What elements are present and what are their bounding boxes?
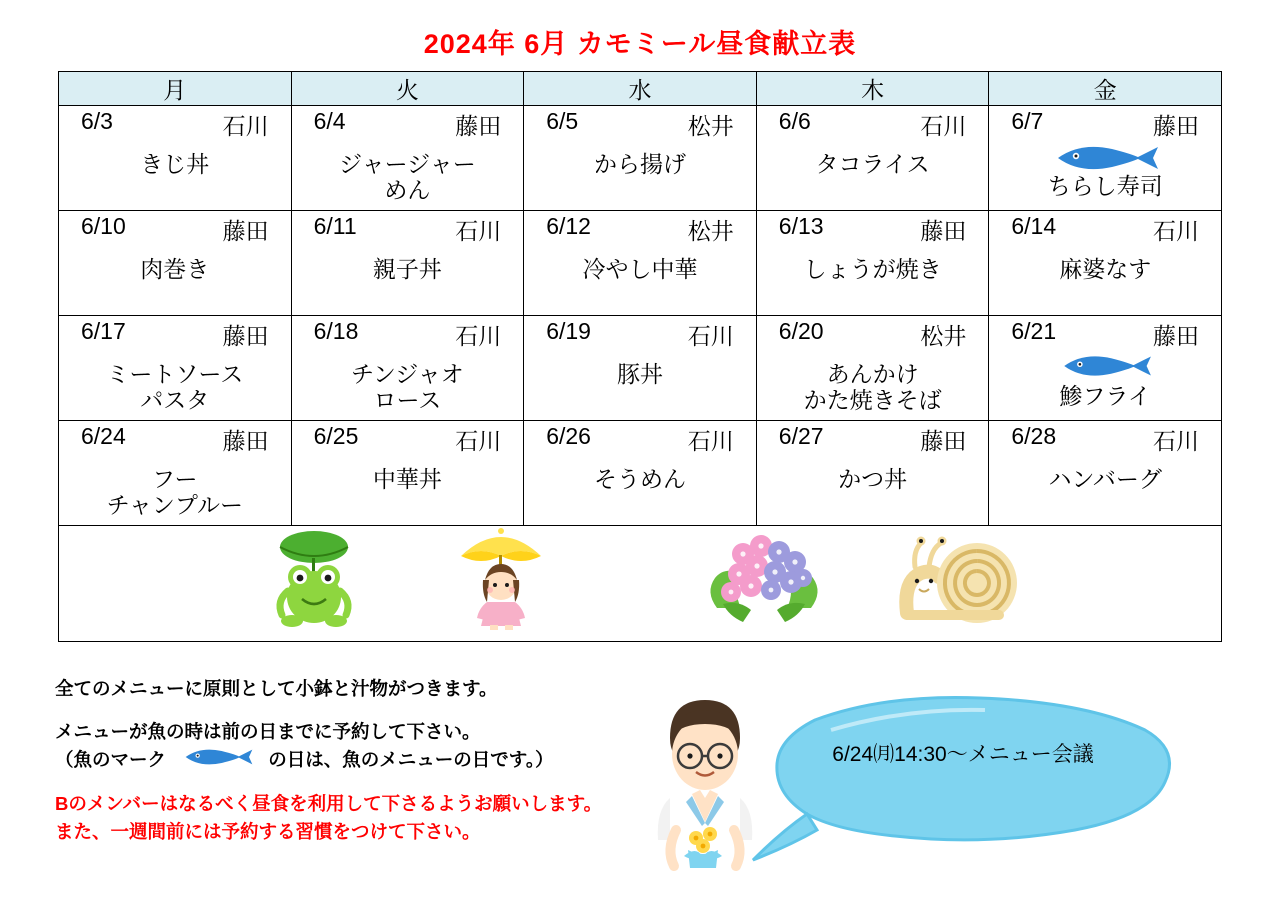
cell-staff: 石川 xyxy=(455,428,502,454)
cell-menu: しょうが焼き xyxy=(803,256,942,282)
cell-date: 6/21 xyxy=(1011,318,1057,344)
cell-date: 6/12 xyxy=(546,213,591,239)
cell-menu: そうめん xyxy=(593,466,686,492)
cell-menu: 麻婆なす xyxy=(1059,256,1152,282)
cell-header xyxy=(524,421,756,456)
cell-staff: 藤田 xyxy=(1153,323,1199,349)
cell-menu: 豚丼 xyxy=(616,361,663,387)
cell-menu: 冷やし中華 xyxy=(582,256,698,282)
table-row xyxy=(59,106,1222,211)
day-header-wed: 水 xyxy=(524,72,757,106)
note-line-5: また、一週間前には予約する習慣をつけて下さい。 xyxy=(55,821,481,843)
cell-header xyxy=(989,421,1221,456)
hydrangea-flower-icon xyxy=(699,522,829,637)
menu-cell xyxy=(756,316,989,421)
menu-table xyxy=(58,71,1222,642)
cell-date: 6/14 xyxy=(1011,213,1057,239)
note-line-3 xyxy=(55,746,602,775)
cell-header xyxy=(524,316,756,351)
cell-date: 6/25 xyxy=(313,423,359,449)
cell-date: 6/19 xyxy=(546,318,591,344)
cell-staff: 石川 xyxy=(455,323,502,349)
cell-staff: 藤田 xyxy=(920,218,967,244)
cell-staff: 石川 xyxy=(687,428,734,454)
cell-header xyxy=(757,421,989,456)
cell-header xyxy=(59,211,291,246)
menu-cell xyxy=(291,106,524,211)
cell-staff: 石川 xyxy=(920,113,967,139)
cell-menu: 鯵フライ xyxy=(1059,383,1151,409)
cell-header xyxy=(757,211,989,246)
menu-cell xyxy=(989,211,1222,316)
cell-date: 6/20 xyxy=(778,318,824,344)
cell-staff: 松井 xyxy=(687,113,734,139)
cell-header xyxy=(59,316,291,351)
note-line-4: Bのメンバーはなるべく昼食を利用して下さるようお願いします。 xyxy=(55,792,603,814)
table-row xyxy=(59,421,1222,526)
note-line-3-prefix: （魚のマーク xyxy=(55,749,167,771)
menu-cell xyxy=(756,421,989,526)
cell-staff: 松井 xyxy=(920,323,967,349)
cell-staff: 石川 xyxy=(1153,428,1199,454)
cell-date: 6/13 xyxy=(778,213,824,239)
cell-date: 6/3 xyxy=(81,108,113,134)
cell-staff: 藤田 xyxy=(455,113,502,139)
cell-date: 6/7 xyxy=(1011,108,1044,134)
cell-menu: ちらし寿司 xyxy=(1047,173,1163,199)
cell-header xyxy=(292,106,524,141)
cell-menu: 中華丼 xyxy=(372,466,442,492)
cell-menu: かつ丼 xyxy=(838,466,908,492)
speech-bubble xyxy=(745,690,1185,870)
note-line-1: 全てのメニューに原則として小鉢と汁物がつきます。 xyxy=(55,678,498,699)
menu-cell xyxy=(524,421,757,526)
menu-cell xyxy=(524,106,757,211)
cell-staff: 藤田 xyxy=(222,428,269,454)
day-header-tue: 火 xyxy=(291,72,524,106)
cell-date: 6/4 xyxy=(313,108,346,134)
cell-date: 6/27 xyxy=(778,423,824,449)
snail-icon xyxy=(899,533,1029,633)
cell-header xyxy=(292,211,524,246)
table-header-row xyxy=(59,72,1222,106)
menu-cell xyxy=(291,316,524,421)
cell-menu: ハンバーグ xyxy=(1048,466,1162,492)
cell-header xyxy=(757,316,989,351)
decoration-container xyxy=(59,526,1221,641)
day-header-thu: 木 xyxy=(756,72,989,106)
menu-cell xyxy=(524,211,757,316)
cell-staff: 藤田 xyxy=(222,218,269,244)
cell-staff: 石川 xyxy=(687,323,734,349)
cell-date: 6/26 xyxy=(546,423,591,449)
cell-date: 6/18 xyxy=(313,318,359,344)
cell-header xyxy=(292,316,524,351)
fish-icon xyxy=(174,747,260,776)
cell-menu: フー チャンプルー xyxy=(106,466,243,519)
day-header-mon: 月 xyxy=(59,72,292,106)
menu-cell xyxy=(756,106,989,211)
menu-cell xyxy=(59,421,292,526)
cell-date: 6/6 xyxy=(778,108,811,134)
cell-menu: チンジャオ ロース xyxy=(350,361,464,414)
cell-menu: 肉巻き xyxy=(140,256,210,282)
bubble-text: 6/24㈪14:30～メニュー会議 xyxy=(832,743,1094,766)
day-header-fri: 金 xyxy=(989,72,1222,106)
cell-menu: ミートソース パスタ xyxy=(106,361,244,414)
cell-menu: から揚げ xyxy=(593,151,686,177)
cell-staff: 石川 xyxy=(222,113,269,139)
cell-staff: 藤田 xyxy=(222,323,269,349)
cell-header xyxy=(59,421,291,456)
menu-cell xyxy=(989,421,1222,526)
cell-date: 6/24 xyxy=(81,423,126,449)
cell-header xyxy=(292,421,524,456)
menu-cell xyxy=(291,421,524,526)
cell-staff: 石川 xyxy=(1153,218,1199,244)
cell-menu: あんかけ かた焼きそば xyxy=(803,361,942,414)
note-line-3-suffix: の日は、魚のメニューの日です。） xyxy=(268,749,554,771)
cell-date: 6/28 xyxy=(1011,423,1057,449)
cell-header xyxy=(524,106,756,141)
notes-section xyxy=(55,675,602,847)
table-row xyxy=(59,316,1222,421)
cell-menu: ジャージャー めん xyxy=(339,151,476,204)
menu-cell xyxy=(59,211,292,316)
frog-with-leaf-icon xyxy=(254,525,374,635)
cell-header xyxy=(757,106,989,141)
menu-cell xyxy=(756,211,989,316)
menu-cell xyxy=(291,211,524,316)
fish-icon xyxy=(989,353,1221,383)
menu-cell xyxy=(59,316,292,421)
menu-cell xyxy=(59,106,292,211)
cell-staff: 藤田 xyxy=(920,428,967,454)
menu-cell xyxy=(524,316,757,421)
cell-header xyxy=(59,106,291,141)
menu-cell xyxy=(989,316,1222,421)
cell-date: 6/11 xyxy=(313,213,357,239)
cell-staff: 石川 xyxy=(455,218,502,244)
cell-date: 6/5 xyxy=(546,108,579,134)
cell-menu: 親子丼 xyxy=(372,256,442,282)
cell-header xyxy=(989,106,1221,141)
cell-menu: きじ丼 xyxy=(140,151,210,177)
note-line-2: メニューが魚の時は前の日までに予約して下さい。 xyxy=(55,720,481,742)
cell-menu: タコライス xyxy=(815,151,930,177)
menu-cell xyxy=(989,106,1222,211)
fish-icon xyxy=(989,143,1221,173)
cell-date: 6/17 xyxy=(81,318,126,344)
decoration-cell xyxy=(59,526,1222,642)
table-row xyxy=(59,211,1222,316)
cell-staff: 松井 xyxy=(687,218,734,244)
cell-header xyxy=(989,211,1221,246)
cell-header xyxy=(989,316,1221,351)
cell-staff: 藤田 xyxy=(1153,113,1199,139)
page-title: 2024年 6月 カモミール昼食献立表 xyxy=(423,29,857,59)
decoration-row xyxy=(59,526,1222,642)
cell-header xyxy=(524,211,756,246)
cell-date: 6/10 xyxy=(81,213,126,239)
girl-with-umbrella-icon xyxy=(449,522,554,635)
